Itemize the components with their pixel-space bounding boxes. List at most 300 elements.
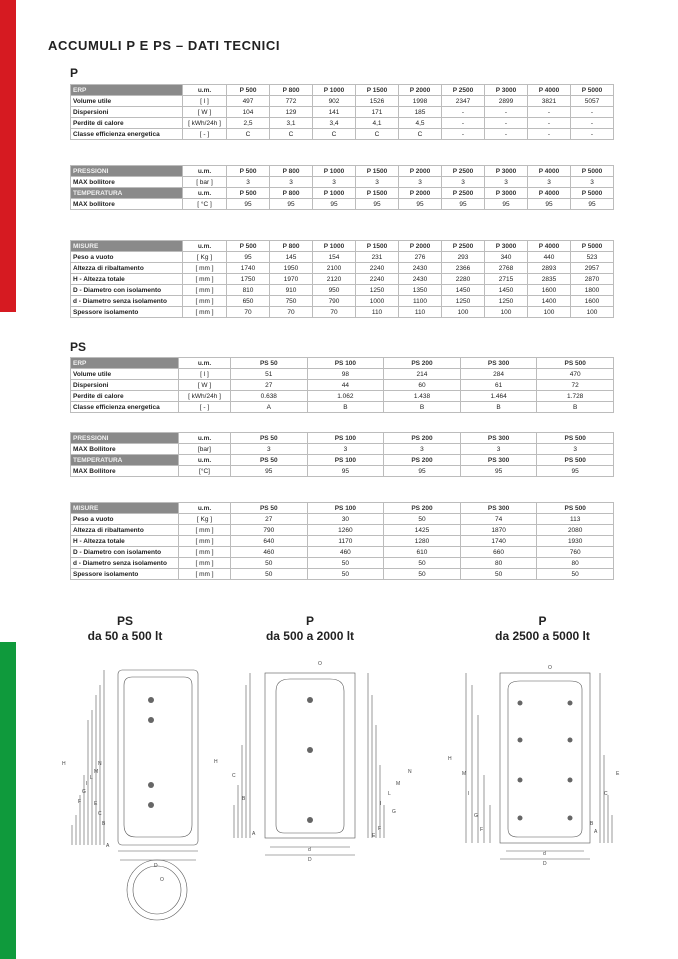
value-cell: 1250 xyxy=(485,296,528,307)
model-header-cell: PS 300 xyxy=(460,455,537,466)
row-label-cell: Altezza di ribaltamento xyxy=(71,525,179,536)
value-cell: 1425 xyxy=(384,525,461,536)
value-cell: 3 xyxy=(571,177,614,188)
dim-letter-p-small-m: M xyxy=(396,781,401,787)
model-header-cell: P 5000 xyxy=(571,85,614,96)
value-cell: 1970 xyxy=(270,274,313,285)
table-row xyxy=(71,252,614,263)
table-row xyxy=(71,107,614,118)
table-p-pressioni-temperatura xyxy=(70,165,614,210)
model-header-cell: P 500 xyxy=(227,188,270,199)
row-label-cell: H - Altezza totale xyxy=(71,274,183,285)
um-header-cell: u.m. xyxy=(183,241,227,252)
row-label-cell: Perdite di calore xyxy=(71,118,183,129)
dim-letter-p-large-c: C xyxy=(604,791,608,797)
value-cell: 3 xyxy=(270,177,313,188)
um-header-cell: u.m. xyxy=(183,85,227,96)
row-unit-cell: [ Kg ] xyxy=(179,514,231,525)
row-unit-cell: [ mm ] xyxy=(183,263,227,274)
value-cell: 1.464 xyxy=(460,391,537,402)
model-header-cell: PS 100 xyxy=(307,358,384,369)
value-cell: 95 xyxy=(442,199,485,210)
value-cell: 129 xyxy=(270,107,313,118)
row-unit-cell: [ mm ] xyxy=(183,307,227,318)
table-ps-erp xyxy=(70,357,614,413)
value-cell: 340 xyxy=(485,252,528,263)
row-unit-cell: [ kWh/24h ] xyxy=(179,391,231,402)
value-cell: 3 xyxy=(537,444,614,455)
dim-letter-ps-o: O xyxy=(160,877,164,883)
group-header-cell: ERP xyxy=(71,85,183,96)
model-header-cell: PS 200 xyxy=(384,455,461,466)
value-cell: 3 xyxy=(231,444,308,455)
row-label-cell: Spessore isolamento xyxy=(71,307,183,318)
row-unit-cell: [ W ] xyxy=(179,380,231,391)
value-cell: 2280 xyxy=(442,274,485,285)
row-unit-cell: [ mm ] xyxy=(179,558,231,569)
um-header-cell: u.m. xyxy=(179,455,231,466)
model-header-cell: P 2000 xyxy=(399,85,442,96)
value-cell: 214 xyxy=(384,369,461,380)
value-cell: - xyxy=(571,118,614,129)
value-cell: 95 xyxy=(227,252,270,263)
dim-letter-p-small-l: L xyxy=(388,791,391,797)
value-cell: 80 xyxy=(537,558,614,569)
value-cell: 231 xyxy=(356,252,399,263)
value-cell: B xyxy=(537,402,614,413)
table-p-erp xyxy=(70,84,614,140)
value-cell: 2240 xyxy=(356,274,399,285)
value-cell: 4,1 xyxy=(356,118,399,129)
model-header-cell: P 500 xyxy=(227,241,270,252)
value-cell: 70 xyxy=(270,307,313,318)
value-cell: 50 xyxy=(231,558,308,569)
table-row xyxy=(71,199,614,210)
dim-letter-ps-g: G xyxy=(82,789,86,795)
value-cell: 1250 xyxy=(356,285,399,296)
value-cell: 1750 xyxy=(227,274,270,285)
row-label-cell: MAX bollitore xyxy=(71,177,183,188)
value-cell: 50 xyxy=(460,569,537,580)
red-flag-band xyxy=(0,0,16,312)
dim-letter-p-small-c: C xyxy=(232,773,236,779)
row-label-cell: H - Altezza totale xyxy=(71,536,179,547)
value-cell: 1400 xyxy=(528,296,571,307)
value-cell: - xyxy=(442,118,485,129)
um-header-cell: u.m. xyxy=(179,503,231,514)
model-header-cell: P 5000 xyxy=(571,166,614,177)
dim-letter-ps-a: A xyxy=(106,843,110,849)
value-cell: B xyxy=(384,402,461,413)
model-header-cell: PS 100 xyxy=(307,455,384,466)
value-cell: 95 xyxy=(537,466,614,477)
row-unit-cell: [ W ] xyxy=(183,107,227,118)
model-header-cell: P 500 xyxy=(227,166,270,177)
value-cell: 1.728 xyxy=(537,391,614,402)
table-ps-misure xyxy=(70,502,614,580)
table-header-row xyxy=(71,188,614,199)
row-unit-cell: [ l ] xyxy=(179,369,231,380)
table-row xyxy=(71,536,614,547)
row-unit-cell: [ Kg ] xyxy=(183,252,227,263)
value-cell: 3821 xyxy=(528,96,571,107)
table-header-row xyxy=(71,166,614,177)
diagram-ps-name: PS xyxy=(116,614,133,628)
dim-letter-p-large-d-upper: D xyxy=(543,861,547,867)
value-cell: 27 xyxy=(231,380,308,391)
value-cell: 1450 xyxy=(485,285,528,296)
dim-letter-ps-d: D xyxy=(154,863,158,869)
diagram-p-small-title xyxy=(240,614,380,644)
value-cell: 3,4 xyxy=(313,118,356,129)
value-cell: A xyxy=(231,402,308,413)
table-header-row xyxy=(71,433,614,444)
dim-letter-p-small-n: N xyxy=(408,769,412,775)
value-cell: 61 xyxy=(460,380,537,391)
value-cell: 2835 xyxy=(528,274,571,285)
model-header-cell: P 1000 xyxy=(313,241,356,252)
value-cell: 760 xyxy=(537,547,614,558)
model-header-cell: P 1500 xyxy=(356,166,399,177)
value-cell: C xyxy=(356,129,399,140)
model-header-cell: P 2000 xyxy=(399,241,442,252)
value-cell: 185 xyxy=(399,107,442,118)
row-label-cell: Volume utile xyxy=(71,96,183,107)
model-header-cell: PS 500 xyxy=(537,358,614,369)
value-cell: 1930 xyxy=(537,536,614,547)
model-header-cell: P 1500 xyxy=(356,85,399,96)
dim-letter-p-large-e: E xyxy=(616,771,620,777)
dim-letter-ps-b: B xyxy=(102,821,106,827)
table-row xyxy=(71,558,614,569)
row-label-cell: Classe efficienza energetica xyxy=(71,402,179,413)
row-unit-cell: [ mm ] xyxy=(179,547,231,558)
um-header-cell: u.m. xyxy=(183,166,227,177)
value-cell: 523 xyxy=(571,252,614,263)
value-cell: 790 xyxy=(313,296,356,307)
value-cell: 470 xyxy=(537,369,614,380)
value-cell: 1280 xyxy=(384,536,461,547)
model-header-cell: P 3000 xyxy=(485,241,528,252)
value-cell: B xyxy=(307,402,384,413)
value-cell: 104 xyxy=(227,107,270,118)
model-header-cell: P 4000 xyxy=(528,188,571,199)
row-label-cell: D - Diametro con isolamento xyxy=(71,285,183,296)
group-header-cell: TEMPERATURA xyxy=(71,455,179,466)
diagram-ps-drawing xyxy=(40,655,205,925)
table-row xyxy=(71,177,614,188)
table-row xyxy=(71,307,614,318)
value-cell: 145 xyxy=(270,252,313,263)
row-unit-cell: [ kWh/24h ] xyxy=(183,118,227,129)
model-header-cell: P 3000 xyxy=(485,85,528,96)
model-header-cell: PS 500 xyxy=(537,503,614,514)
value-cell: 95 xyxy=(231,466,308,477)
value-cell: 50 xyxy=(231,569,308,580)
value-cell: 80 xyxy=(460,558,537,569)
value-cell: - xyxy=(528,118,571,129)
row-label-cell: Altezza di ribaltamento xyxy=(71,263,183,274)
model-header-cell: PS 100 xyxy=(307,503,384,514)
value-cell: 50 xyxy=(384,514,461,525)
value-cell: C xyxy=(313,129,356,140)
value-cell: 3 xyxy=(528,177,571,188)
model-header-cell: PS 200 xyxy=(384,433,461,444)
value-cell: 2430 xyxy=(399,263,442,274)
model-header-cell: P 800 xyxy=(270,188,313,199)
table-row xyxy=(71,444,614,455)
value-cell: 790 xyxy=(231,525,308,536)
dim-letter-p-large-d-lower: d xyxy=(543,851,546,857)
row-unit-cell: [ mm ] xyxy=(179,525,231,536)
table-row xyxy=(71,296,614,307)
value-cell: 1740 xyxy=(460,536,537,547)
model-header-cell: PS 200 xyxy=(384,358,461,369)
value-cell: 2,5 xyxy=(227,118,270,129)
dim-letter-ps-m: M xyxy=(94,769,99,775)
value-cell: 30 xyxy=(307,514,384,525)
model-header-cell: P 1000 xyxy=(313,166,356,177)
value-cell: 171 xyxy=(356,107,399,118)
value-cell: 440 xyxy=(528,252,571,263)
group-header-cell: MISURE xyxy=(71,503,179,514)
dim-letter-ps-n: N xyxy=(98,761,102,767)
row-label-cell: Classe efficienza energetica xyxy=(71,129,183,140)
value-cell: 70 xyxy=(313,307,356,318)
row-unit-cell: [ mm ] xyxy=(183,296,227,307)
value-cell: 98 xyxy=(307,369,384,380)
value-cell: - xyxy=(485,118,528,129)
value-cell: - xyxy=(485,107,528,118)
model-header-cell: P 2000 xyxy=(399,188,442,199)
value-cell: 4,5 xyxy=(399,118,442,129)
row-unit-cell: [ bar ] xyxy=(183,177,227,188)
table-row xyxy=(71,96,614,107)
value-cell: C xyxy=(227,129,270,140)
value-cell: 74 xyxy=(460,514,537,525)
model-header-cell: PS 50 xyxy=(231,433,308,444)
row-unit-cell: [ mm ] xyxy=(183,285,227,296)
model-header-cell: PS 200 xyxy=(384,503,461,514)
row-unit-cell: [bar] xyxy=(179,444,231,455)
row-unit-cell: [ mm ] xyxy=(179,569,231,580)
row-label-cell: Perdite di calore xyxy=(71,391,179,402)
model-header-cell: P 1500 xyxy=(356,188,399,199)
value-cell: 3 xyxy=(442,177,485,188)
table-row xyxy=(71,380,614,391)
value-cell: 51 xyxy=(231,369,308,380)
row-label-cell: MAX bollitore xyxy=(71,199,183,210)
row-label-cell: Volume utile xyxy=(71,369,179,380)
row-unit-cell: [ °C ] xyxy=(183,199,227,210)
dim-letter-p-large-o: O xyxy=(548,665,552,671)
model-header-cell: P 1500 xyxy=(356,241,399,252)
table-row xyxy=(71,402,614,413)
table-row xyxy=(71,547,614,558)
value-cell: 497 xyxy=(227,96,270,107)
dim-letter-p-small-i: I xyxy=(380,801,382,807)
dim-letter-ps-c: C xyxy=(98,811,102,817)
dim-letter-p-large-a: A xyxy=(594,829,598,835)
value-cell: 1870 xyxy=(460,525,537,536)
dim-letter-p-large-i: I xyxy=(468,791,470,797)
dim-letter-p-large-g: G xyxy=(474,813,478,819)
table-row xyxy=(71,525,614,536)
table-row xyxy=(71,514,614,525)
model-header-cell: P 5000 xyxy=(571,241,614,252)
value-cell: 50 xyxy=(307,558,384,569)
value-cell: 3 xyxy=(307,444,384,455)
value-cell: 460 xyxy=(231,547,308,558)
row-unit-cell: [ mm ] xyxy=(179,536,231,547)
value-cell: 95 xyxy=(460,466,537,477)
model-header-cell: P 3000 xyxy=(485,166,528,177)
value-cell: 95 xyxy=(313,199,356,210)
diagram-p-small-drawing xyxy=(210,655,450,870)
value-cell: - xyxy=(528,129,571,140)
value-cell: 72 xyxy=(537,380,614,391)
model-header-cell: P 800 xyxy=(270,85,313,96)
row-unit-cell: [ l ] xyxy=(183,96,227,107)
value-cell: 95 xyxy=(356,199,399,210)
value-cell: 2430 xyxy=(399,274,442,285)
value-cell: 3 xyxy=(313,177,356,188)
row-label-cell: d - Diametro senza isolamento xyxy=(71,296,183,307)
diagram-p-large-range: da 2500 a 5000 lt xyxy=(495,629,590,643)
group-header-cell: PRESSIONI xyxy=(71,433,179,444)
row-unit-cell: [ - ] xyxy=(179,402,231,413)
value-cell: 3 xyxy=(356,177,399,188)
table-header-row xyxy=(71,241,614,252)
table-ps-pressioni-temperatura xyxy=(70,432,614,477)
value-cell: 5057 xyxy=(571,96,614,107)
value-cell: 3,1 xyxy=(270,118,313,129)
row-label-cell: MAX Bollitore xyxy=(71,466,179,477)
value-cell: 95 xyxy=(571,199,614,210)
table-header-row xyxy=(71,455,614,466)
value-cell: 610 xyxy=(384,547,461,558)
diagram-ps-range: da 50 a 500 lt xyxy=(87,629,163,643)
value-cell: 1998 xyxy=(399,96,442,107)
value-cell: 60 xyxy=(384,380,461,391)
value-cell: 1250 xyxy=(442,296,485,307)
value-cell: B xyxy=(460,402,537,413)
value-cell: 1260 xyxy=(307,525,384,536)
group-header-cell: PRESSIONI xyxy=(71,166,183,177)
value-cell: 2768 xyxy=(485,263,528,274)
value-cell: 110 xyxy=(356,307,399,318)
group-header-cell: MISURE xyxy=(71,241,183,252)
model-header-cell: P 2500 xyxy=(442,166,485,177)
value-cell: 1350 xyxy=(399,285,442,296)
value-cell: 95 xyxy=(384,466,461,477)
row-label-cell: Dispersioni xyxy=(71,107,183,118)
value-cell: 2347 xyxy=(442,96,485,107)
model-header-cell: P 4000 xyxy=(528,241,571,252)
um-header-cell: u.m. xyxy=(179,358,231,369)
group-header-cell: TEMPERATURA xyxy=(71,188,183,199)
value-cell: 44 xyxy=(307,380,384,391)
diagram-ps-title xyxy=(70,614,180,644)
green-flag-band xyxy=(0,642,16,959)
value-cell: - xyxy=(442,107,485,118)
diagram-p-small-range: da 500 a 2000 lt xyxy=(265,629,355,643)
value-cell: 50 xyxy=(537,569,614,580)
row-unit-cell: [°C] xyxy=(179,466,231,477)
value-cell: 1.062 xyxy=(307,391,384,402)
table-header-row xyxy=(71,358,614,369)
diagram-p-large-title xyxy=(470,614,615,644)
section-label-ps: PS xyxy=(70,340,87,354)
dim-letter-p-small-d-lower: d xyxy=(308,847,311,853)
value-cell: - xyxy=(442,129,485,140)
value-cell: 1950 xyxy=(270,263,313,274)
table-row xyxy=(71,369,614,380)
dim-letter-p-small-h: H xyxy=(214,759,218,765)
dim-letter-p-large-b: B xyxy=(590,821,594,827)
model-header-cell: PS 50 xyxy=(231,455,308,466)
value-cell: 95 xyxy=(270,199,313,210)
value-cell: 100 xyxy=(485,307,528,318)
value-cell: 50 xyxy=(384,569,461,580)
model-header-cell: P 2500 xyxy=(442,188,485,199)
model-header-cell: PS 500 xyxy=(537,455,614,466)
value-cell: 284 xyxy=(460,369,537,380)
value-cell: 110 xyxy=(399,307,442,318)
value-cell: 100 xyxy=(442,307,485,318)
row-label-cell: Dispersioni xyxy=(71,380,179,391)
value-cell: 2120 xyxy=(313,274,356,285)
table-row xyxy=(71,118,614,129)
value-cell: 95 xyxy=(485,199,528,210)
table-header-row xyxy=(71,85,614,96)
table-row xyxy=(71,569,614,580)
dim-letter-p-large-h: H xyxy=(448,756,452,762)
model-header-cell: PS 100 xyxy=(307,433,384,444)
value-cell: 27 xyxy=(231,514,308,525)
model-header-cell: P 2000 xyxy=(399,166,442,177)
row-label-cell: Peso a vuoto xyxy=(71,252,183,263)
row-label-cell: Spessore isolamento xyxy=(71,569,179,580)
model-header-cell: P 4000 xyxy=(528,85,571,96)
value-cell: 1000 xyxy=(356,296,399,307)
table-row xyxy=(71,274,614,285)
value-cell: 276 xyxy=(399,252,442,263)
row-unit-cell: [ mm ] xyxy=(183,274,227,285)
value-cell: 660 xyxy=(460,547,537,558)
value-cell: 50 xyxy=(384,558,461,569)
page-title: ACCUMULI P E PS – DATI TECNICI xyxy=(48,38,281,53)
value-cell: 910 xyxy=(270,285,313,296)
value-cell: 95 xyxy=(528,199,571,210)
value-cell: 950 xyxy=(313,285,356,296)
value-cell: 70 xyxy=(227,307,270,318)
model-header-cell: P 2500 xyxy=(442,85,485,96)
value-cell: 1526 xyxy=(356,96,399,107)
value-cell: C xyxy=(399,129,442,140)
dim-letter-p-large-m: M xyxy=(462,771,467,777)
value-cell: 293 xyxy=(442,252,485,263)
value-cell: 3 xyxy=(485,177,528,188)
table-header-row xyxy=(71,503,614,514)
value-cell: 113 xyxy=(537,514,614,525)
dim-letter-p-small-f: F xyxy=(378,826,382,832)
value-cell: C xyxy=(270,129,313,140)
value-cell: 2240 xyxy=(356,263,399,274)
row-unit-cell: [ - ] xyxy=(183,129,227,140)
value-cell: 154 xyxy=(313,252,356,263)
value-cell: 2100 xyxy=(313,263,356,274)
